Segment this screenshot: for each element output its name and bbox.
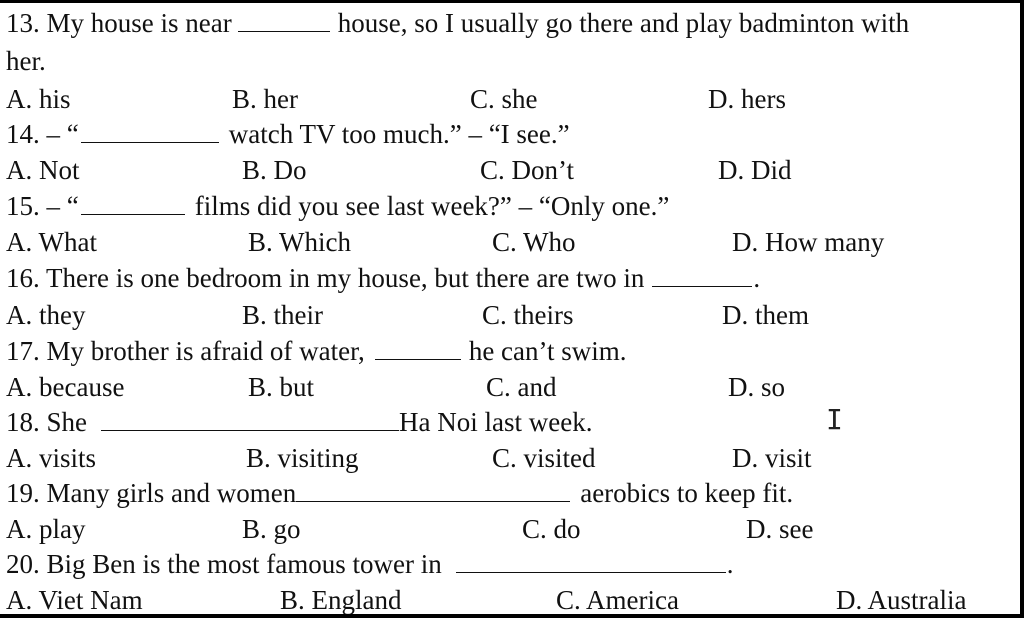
- question-stem-end: aerobics to keep fit.: [580, 478, 794, 508]
- option-d[interactable]: D. Did: [718, 155, 792, 185]
- question-stem: 17. My brother is afraid of water,: [6, 336, 365, 366]
- question-15: [6, 189, 1020, 223]
- option-d[interactable]: D. Australia: [836, 585, 967, 614]
- question-stem-end: he can’t swim.: [468, 336, 627, 366]
- question-17: [6, 334, 1020, 368]
- options-18: [0, 441, 1020, 475]
- option-b[interactable]: B. visiting: [246, 443, 359, 473]
- option-a[interactable]: A. visits: [6, 443, 97, 473]
- option-c[interactable]: C. visited: [492, 443, 596, 473]
- answer-blank: [375, 337, 461, 360]
- option-a[interactable]: A. Not: [6, 155, 80, 185]
- answer-blank: [81, 192, 185, 215]
- option-d[interactable]: D. so: [728, 372, 786, 402]
- option-a[interactable]: A. What: [6, 227, 97, 257]
- question-stem: 19. Many girls and women: [6, 478, 297, 508]
- question-stem-end: films did you see last week?” – “Only one.”: [194, 191, 670, 221]
- question-stem: 15. – “: [6, 191, 79, 221]
- options-17: [0, 370, 1020, 404]
- question-14: [6, 117, 1020, 151]
- answer-blank: [652, 264, 752, 287]
- options-15: [0, 225, 1020, 259]
- question-stem: 14. – “: [6, 119, 79, 149]
- options-16: [0, 298, 1020, 332]
- answer-blank: [101, 408, 399, 431]
- option-c[interactable]: C. America: [556, 585, 679, 614]
- question-stem-end: house, so I usually go there and play badminton with: [337, 8, 910, 38]
- option-c[interactable]: C. theirs: [482, 300, 574, 330]
- option-a[interactable]: A. his: [6, 84, 71, 114]
- worksheet: [0, 3, 1020, 614]
- question-stem: 16. There is one bedroom in my house, but there are two in: [6, 263, 645, 293]
- option-a[interactable]: A. Viet Nam: [6, 585, 143, 614]
- question-stem-end: .: [753, 263, 761, 293]
- options-13: [0, 82, 1020, 116]
- question-stem: 18. She: [6, 407, 87, 437]
- options-19: [0, 512, 1020, 546]
- option-d[interactable]: D. visit: [732, 443, 812, 473]
- option-c[interactable]: C. Who: [492, 227, 576, 257]
- option-b[interactable]: B. Which: [248, 227, 351, 257]
- option-b[interactable]: B. her: [232, 84, 298, 114]
- option-b[interactable]: B. but: [248, 372, 315, 402]
- question-stem-end: watch TV too much.” – “I see.”: [228, 119, 570, 149]
- question-19: [6, 476, 1020, 510]
- option-c[interactable]: C. Don’t: [480, 155, 575, 185]
- question-stem-continuation: her.: [6, 46, 46, 76]
- question-13-continued: [6, 44, 1020, 78]
- question-stem: 13. My house is near: [6, 8, 232, 38]
- option-d[interactable]: D. see: [746, 514, 814, 544]
- option-c[interactable]: C. she: [470, 84, 538, 114]
- text-cursor-icon: I: [826, 403, 843, 436]
- option-c[interactable]: C. do: [522, 514, 581, 544]
- option-d[interactable]: D. them: [722, 300, 809, 330]
- question-13: [6, 6, 1020, 40]
- option-a[interactable]: A. because: [6, 372, 125, 402]
- options-14: [0, 153, 1020, 187]
- option-b[interactable]: B. England: [280, 585, 402, 614]
- option-c[interactable]: C. and: [486, 372, 557, 402]
- answer-blank: [81, 120, 219, 143]
- option-b[interactable]: B. Do: [242, 155, 307, 185]
- option-a[interactable]: A. play: [6, 514, 86, 544]
- option-d[interactable]: D. hers: [708, 84, 786, 114]
- question-20: [6, 547, 1020, 581]
- option-d[interactable]: D. How many: [732, 227, 885, 257]
- question-18: [6, 405, 1020, 439]
- question-stem-end: .: [726, 549, 734, 579]
- option-b[interactable]: B. go: [242, 514, 301, 544]
- question-16: [6, 261, 1020, 295]
- question-stem: 20. Big Ben is the most famous tower in: [6, 549, 442, 579]
- option-b[interactable]: B. their: [242, 300, 323, 330]
- question-stem-end: Ha Noi last week.: [399, 407, 593, 437]
- options-20: [0, 583, 1020, 614]
- answer-blank: [296, 479, 570, 502]
- answer-blank: [456, 550, 726, 573]
- option-a[interactable]: A. they: [6, 300, 86, 330]
- answer-blank: [238, 9, 330, 32]
